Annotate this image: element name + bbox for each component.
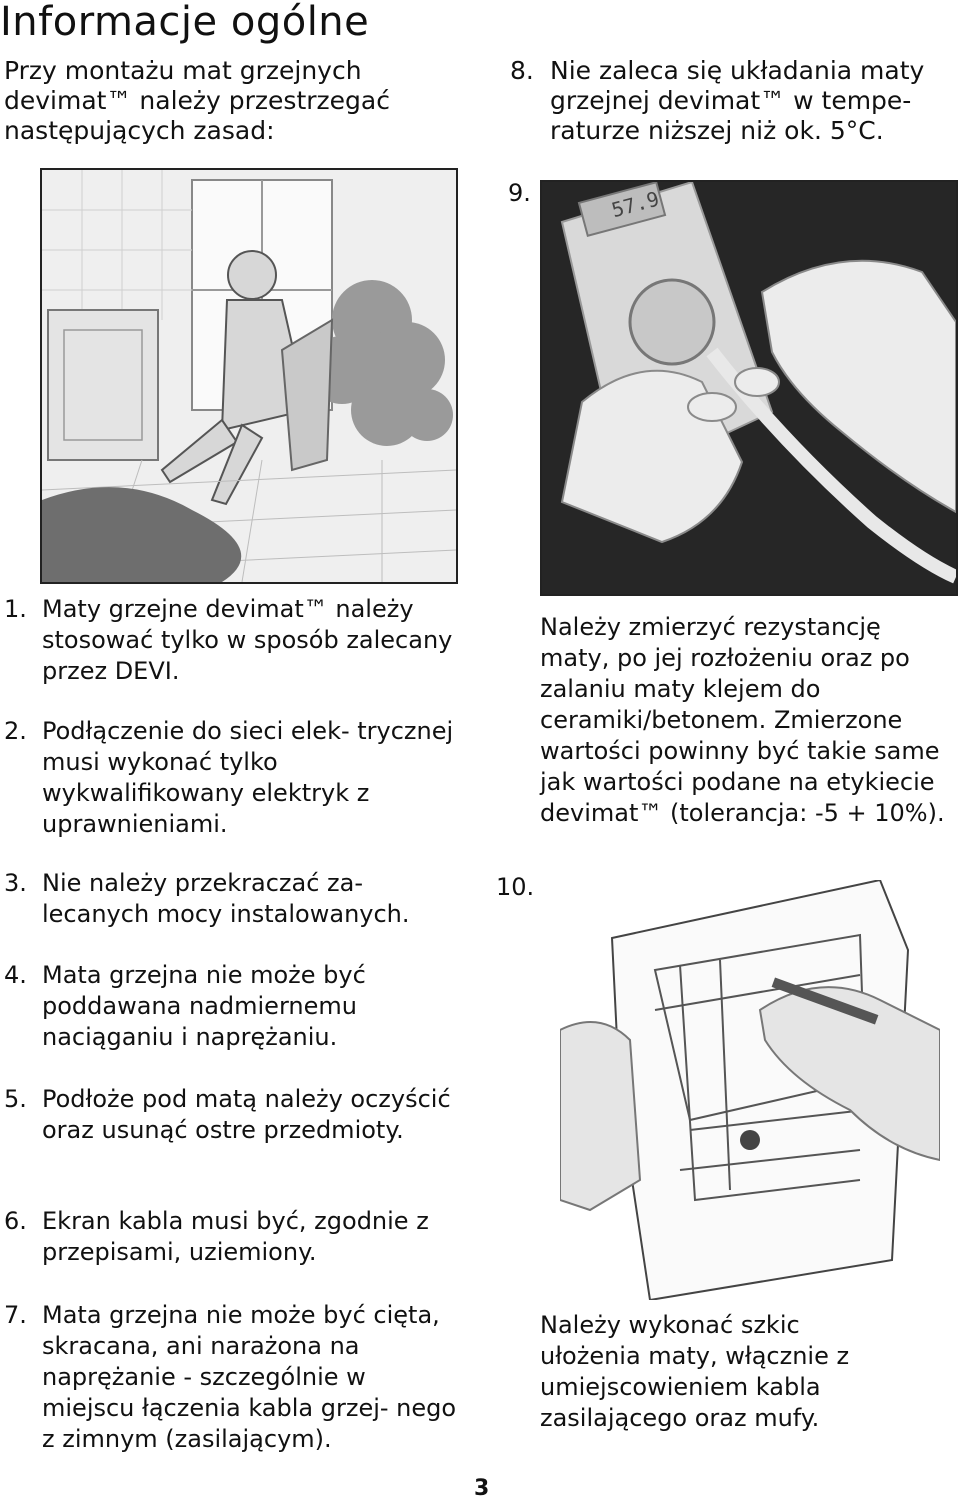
item-number: 4. (4, 961, 27, 989)
item-number: 3. (4, 869, 27, 897)
list-item-7 (4, 1300, 464, 1460)
item-10-number: 10. (496, 873, 535, 901)
item-text: Maty grzejne devimat™ należy stosować tylko w sposób zalecany przez DEVI. (42, 595, 453, 685)
intro-text: Przy montażu mat grzejnych devimat™ należy przestrzegać następujących zasad: (4, 56, 390, 145)
item-text: Podłoże pod matą należy oczyścić oraz usunąć ostre przedmioty. (42, 1085, 451, 1144)
sketch-illustration (560, 880, 940, 1300)
multimeter-drawing (542, 182, 956, 594)
bathroom-illustration (40, 168, 458, 584)
page-title: Informacje ogólne (0, 0, 370, 45)
sketch-drawing (560, 880, 940, 1300)
item-10-caption: Należy wykonać szkic ułożenia maty, włącznie z umiejscowieniem kabla zasilającego oraz mufy. (540, 1311, 850, 1432)
item-text: Nie zaleca się układania maty grzejnej devimat™ w tempe- raturze niższej niż ok. 5°C. (550, 56, 925, 145)
item-number: 6. (4, 1207, 27, 1235)
item-text: Podłączenie do sieci elek- trycznej musi wykonać tylko wykwalifikowany elektryk z uprawnieniami. (42, 717, 454, 838)
list-item-6 (4, 1206, 464, 1270)
list-item-8 (510, 56, 950, 156)
item-9-number: 9. (508, 179, 531, 207)
item-number: 8. (510, 56, 534, 85)
item-number: 7. (4, 1301, 27, 1329)
list-item-1 (4, 594, 464, 690)
item-9-caption: Należy zmierzyć rezystancję maty, po jej rozłożeniu oraz po zalaniu maty klejem do ceramiki/betonem. Zmierzone wartości powinny być takie same jak wartości podane na etykiecie devimat™ (tolerancja: -5 + 10%). (540, 613, 945, 827)
resistance-measurement-photo (540, 180, 958, 596)
list-item-3 (4, 868, 464, 932)
item-number: 1. (4, 595, 27, 623)
bathroom-drawing (42, 170, 456, 582)
item-text: Ekran kabla musi być, zgodnie z przepisami, uziemiony. (42, 1207, 429, 1266)
item-number: 2. (4, 717, 27, 745)
list-item-4 (4, 960, 464, 1056)
list-item-5 (4, 1084, 464, 1180)
item-text: Mata grzejna nie może być poddawana nadmiernemu naciąganiu i naprężaniu. (42, 961, 366, 1051)
list-item-2 (4, 716, 464, 842)
page-number: 3 (474, 1476, 490, 1501)
item-number: 5. (4, 1085, 27, 1113)
item-text: Mata grzejna nie może być cięta, skracana, ani narażona na naprężanie - szczególnie w miejscu łączenia kabla grzej- nego z zimnym (zasilającym). (42, 1301, 457, 1453)
meter-reading: 57.9 (608, 186, 662, 223)
item-text: Nie należy przekraczać za- lecanych mocy instalowanych. (42, 869, 410, 928)
